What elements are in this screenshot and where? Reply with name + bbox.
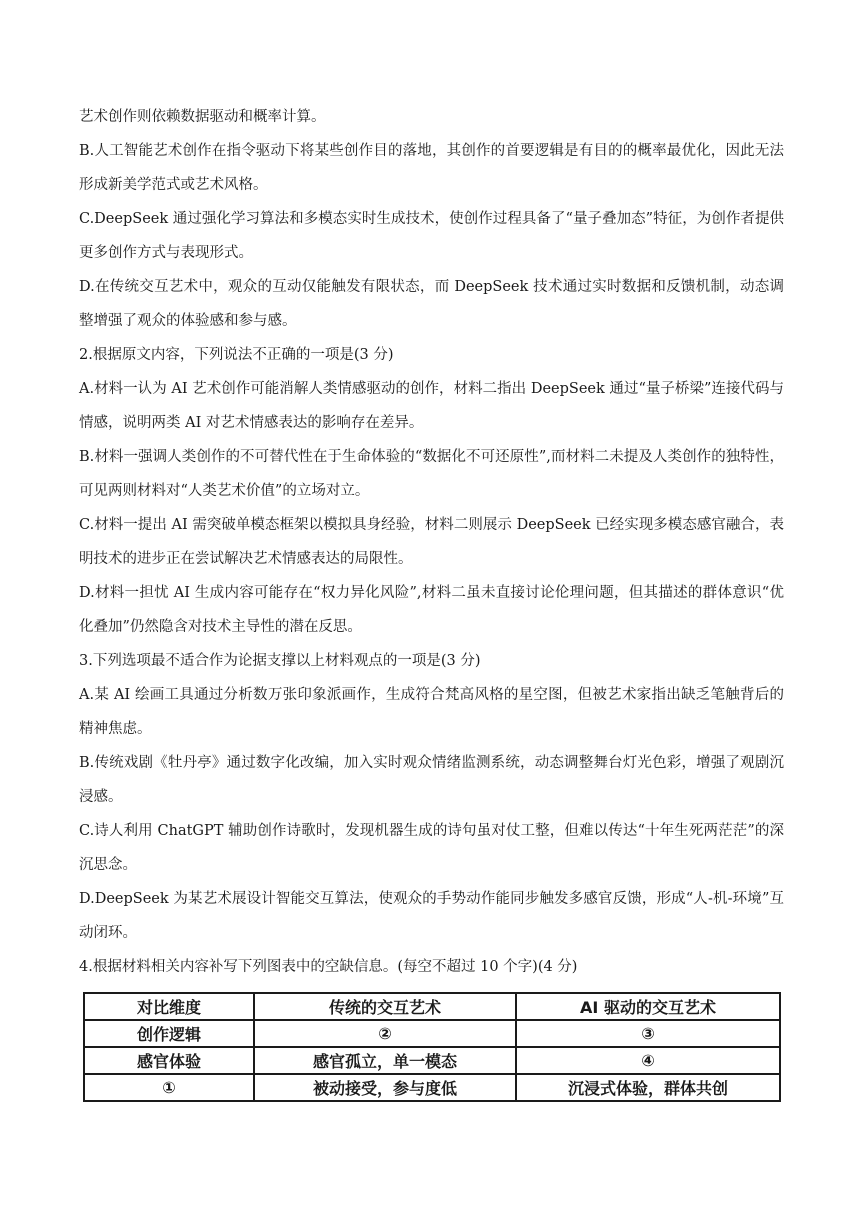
table-cell: 创作逻辑 (84, 1020, 254, 1047)
table-cell: 被动接受，参与度低 (254, 1074, 516, 1101)
table-row (84, 1047, 780, 1074)
table-header-row (84, 993, 780, 1020)
q3-option-a: A.某 AI 绘画工具通过分析数万张印象派画作，生成符合梵高风格的星空图，但被艺术家指出缺乏笔触背后的精神焦虑。 (79, 687, 784, 737)
paragraph-continuation: 艺术创作则依赖数据驱动和概率计算。 (79, 109, 326, 125)
document-body (79, 100, 784, 984)
blank-marker-cell: ① (84, 1074, 254, 1101)
q2-option-d: D.材料一担忧 AI 生成内容可能存在“权力异化风险”,材料二虽未直接讨论伦理问题，但其描述的群体意识“优化叠加”仍然隐含对技术主导性的潜在反思。 (79, 585, 784, 635)
blank-marker-cell: ② (254, 1020, 516, 1047)
header-cell-ai-driven: AI 驱动的交互艺术 (516, 993, 780, 1020)
header-cell-traditional: 传统的交互艺术 (254, 993, 516, 1020)
table-row (84, 1074, 780, 1101)
q2-option-a: A.材料一认为 AI 艺术创作可能消解人类情感驱动的创作，材料二指出 DeepSeek 通过“量子桥梁”连接代码与情感，说明两类 AI 对艺术情感表达的影响存在差异。 (79, 381, 784, 431)
table-cell: 感官孤立，单一模态 (254, 1047, 516, 1074)
blank-marker-cell: ④ (516, 1047, 780, 1074)
table-cell: 感官体验 (84, 1047, 254, 1074)
q1-option-d: D.在传统交互艺术中，观众的互动仅能触发有限状态，而 DeepSeek 技术通过实时数据和反馈机制，动态调整增强了观众的体验感和参与感。 (79, 279, 784, 329)
blank-marker-cell: ③ (516, 1020, 780, 1047)
table-cell: 沉浸式体验，群体共创 (516, 1074, 780, 1101)
q2-option-c: C.材料一提出 AI 需突破单模态框架以模拟具身经验，材料二则展示 DeepSeek 已经实现多模态感官融合，表明技术的进步正在尝试解决艺术情感表达的局限性。 (79, 517, 784, 567)
q3-option-b: B.传统戏剧《牡丹亭》通过数字化改编，加入实时观众情绪监测系统，动态调整舞台灯光色彩，增强了观剧沉浸感。 (79, 755, 784, 805)
question-2-stem: 2.根据原文内容，下列说法不正确的一项是(3 分) (79, 347, 394, 363)
q1-option-b: B.人工智能艺术创作在指令驱动下将某些创作目的落地，其创作的首要逻辑是有目的的概率最优化，因此无法形成新美学范式或艺术风格。 (79, 143, 784, 193)
q2-option-b: B.材料一强调人类创作的不可替代性在于生命体验的“数据化不可还原性”,而材料二未提及人类创作的独特性，可见两则材料对“人类艺术价值”的立场对立。 (79, 449, 784, 499)
q3-option-c: C.诗人利用 ChatGPT 辅助创作诗歌时，发现机器生成的诗句虽对仗工整，但难以传达“十年生死两茫茫”的深沉思念。 (79, 823, 784, 873)
table-row (84, 1020, 780, 1047)
q3-option-d: D.DeepSeek 为某艺术展设计智能交互算法，使观众的手势动作能同步触发多感官反馈，形成“人-机-环境”互动闭环。 (79, 891, 784, 941)
question-3-stem: 3.下列选项最不适合作为论据支撑以上材料观点的一项是(3 分) (79, 653, 481, 669)
q1-option-c: C.DeepSeek 通过强化学习算法和多模态实时生成技术，使创作过程具备了“量子叠加态”特征，为创作者提供更多创作方式与表现形式。 (79, 211, 784, 261)
header-cell-dimension: 对比维度 (84, 993, 254, 1020)
comparison-table (83, 992, 781, 1102)
question-4-stem: 4.根据材料相关内容补写下列图表中的空缺信息。(每空不超过 10 个字)(4 分) (79, 959, 578, 975)
